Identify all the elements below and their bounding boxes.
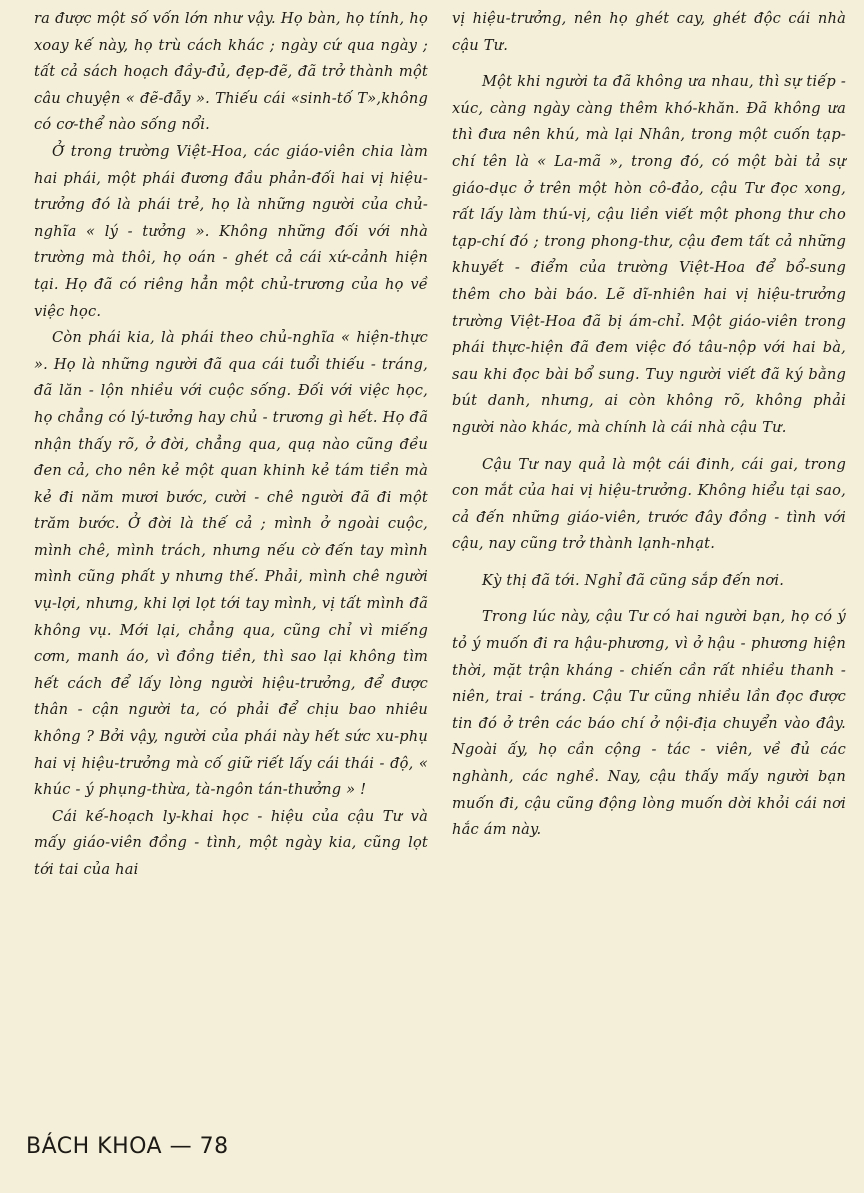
- page-footer: [26, 1134, 229, 1159]
- right-paragraph-2: Một khi người ta đã không ưa nhau, thì sự tiếp - xúc, càng ngày càng thêm khó-khăn. Đã không ưa thì đưa nên khú, mà lại Nhân, trong một cuốn tạp-chí tên là « La-mã », trong đó, có một bài tả sự giáo-dục ở trên một hòn cô-đảo, cậu Tư đọc xong, rất lấy làm thú-vị, cậu liền viết một phong thư cho tạp-chí đó ; trong phong-thư, cậu đem tất cả những khuyết - điểm của trường Việt-Hoa để bổ-sung thêm cho bài báo. Lẽ dĩ-nhiên hai vị hiệu-trưởng trường Việt-Hoa đã bị ám-chỉ. Một giáo-viên trong phái thực-hiện đã đem việc đó tâu-nộp với hai bà, sau khi đọc bài bổ sung. Tuy người viết đã ký bằng bút danh, nhưng, ai còn không rõ, không phải người nào khác, mà chính là cái nhà cậu Tư.: [452, 73, 846, 436]
- left-paragraph-2: Ở trong trường Việt-Hoa, các giáo-viên chia làm hai phái, một phái đương đầu phản-đối hai vị hiệu-trưởng đó là phái trẻ, họ là những người của chủ-nghĩa « lý - tưởng ». Không những đối với nhà trường mà thôi, họ oán - ghét cả cái xứ-cảnh hiện tại. Họ đã có riêng hẳn một chủ-trương của họ về việc học.: [34, 142, 428, 320]
- paragraph-spacer: [452, 558, 846, 568]
- paragraph-spacer: [452, 59, 846, 69]
- page-number: 78: [199, 1134, 229, 1159]
- right-paragraph-5: Trong lúc này, cậu Tư có hai người bạn, họ có ý tỏ ý muốn đi ra hậu-phương, vì ở hậu - phương hiện thời, mặt trận kháng - chiến cần rất nhiều thanh - niên, trai - tráng. Cậu Tư cũng nhiều lần đọc được tin đó ở trên các báo chí ở nội-địa chuyển vào đây. Ngoài ấy, họ cần cộng - tác - viên, về đủ các nghành, các nghề. Nay, cậu thấy mấy người bạn muốn đi, cậu cũng động lòng muốn dời khỏi cái nơi hắc ám này.: [452, 608, 846, 839]
- left-paragraph-4: Cái kế-hoạch ly-khai học - hiệu của cậu Tư và mấy giáo-viên đồng - tình, một ngày kia, cũng lọt tới tai của hai: [34, 807, 428, 878]
- footer-separator: —: [169, 1134, 193, 1159]
- paragraph-spacer: [452, 442, 846, 452]
- right-column: [452, 6, 846, 844]
- column-divider: [440, 8, 441, 1088]
- left-paragraph-3: Còn phái kia, là phái theo chủ-nghĩa « hiện-thực ». Họ là những người đã qua cái tuổi thiếu - tráng, đã lăn - lộn nhiều với cuộc sống. Đối với việc học, họ chẳng có lý-tưởng hay chủ - trương gì hết. Họ đã nhận thấy rõ, ở đời, chẳng qua, quạ nào cũng đều đen cả, cho nên kẻ một quan khinh kẻ tám tiền mà kẻ đi năm mươi bước, cười - chê người đã đi một trăm bước. Ở đời là thế cả ; mình ở ngoài cuộc, mình chê, mình trách, nhưng nếu cờ đến tay mình mình cũng phất y nhưng thế. Phải, mình chê người vụ-lợi, nhưng, khi lợi lọt tới tay mình, vị tất mình đã không vụ. Mới lại, chẳng qua, cũng chỉ vì miếng cơm, manh áo, vì đồng tiền, thì sao lại không tìm hết cách để lấy lòng người hiệu-trưởng, để được thân - cận người ta, có phải để chịu bao nhiêu không ? Bởi vậy, người của phái này hết sức xu-phụ hai vị hiệu-trưởng mà cố giữ riết lấy cái thái - độ, « khúc - ý phụng-thừa, tà-ngôn tán-thưởng » !: [34, 329, 428, 799]
- right-paragraph-3: Cậu Tư nay quả là một cái đinh, cái gai, trong con mắt của hai vị hiệu-trưởng. Không hiểu tại sao, cả đến những giáo-viên, trước đây đồng - tình với cậu, nay cũng trở thành lạnh-nhạt.: [452, 455, 846, 553]
- left-column: [34, 6, 428, 884]
- magazine-name: BÁCH KHOA: [26, 1134, 163, 1159]
- right-paragraph-4: Kỳ thị đã tới. Nghỉ đã cũng sắp đến nơi.: [482, 571, 785, 589]
- right-paragraph-1: vị hiệu-trưởng, nên họ ghét cay, ghét độc cái nhà cậu Tư.: [452, 10, 846, 54]
- paragraph-spacer: [452, 594, 846, 604]
- left-paragraph-1: ra được một số vốn lớn như vậy. Họ bàn, họ tính, họ xoay kế này, họ trù cách khác ; ngày cứ qua ngày ; tất cả sách hoạch đầy-đủ, đẹp-đẽ, đã trở thành một câu chuyện « đẽ-đẫy ». Thiếu cái «sinh-tố T»,không có cơ-thể nào sống nổi.: [34, 10, 428, 134]
